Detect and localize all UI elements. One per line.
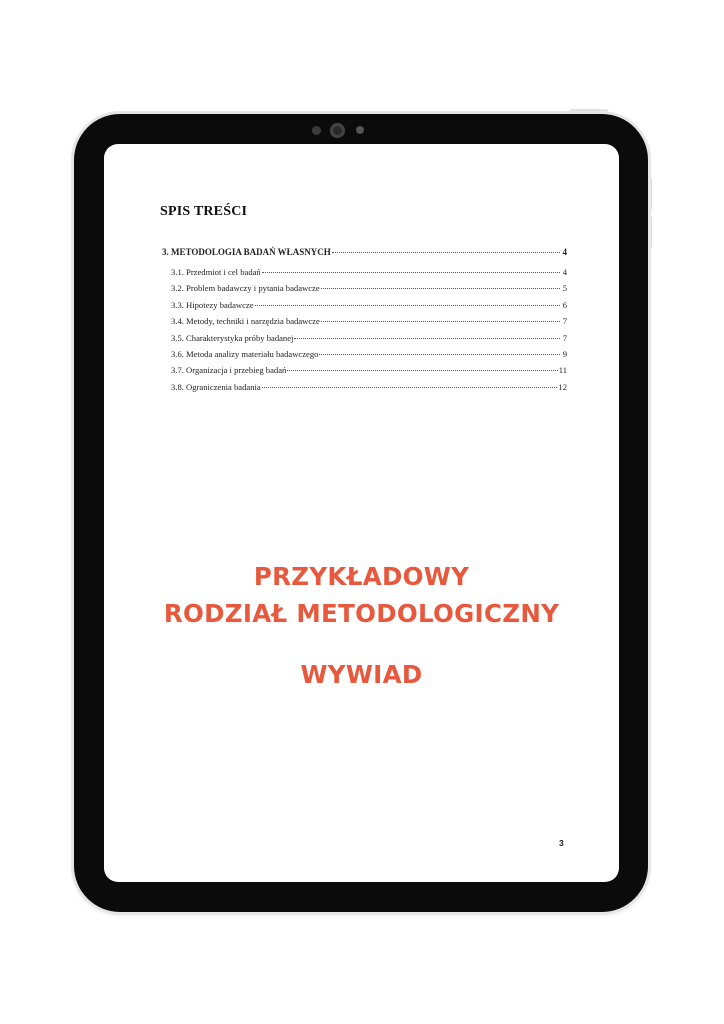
sensor-icon (312, 126, 321, 135)
toc-entry-label: 3.2. Problem badawczy i pytania badawcze (171, 283, 320, 294)
toc-leader (262, 387, 558, 388)
headline-line-1: PRZYKŁADOWY (253, 562, 470, 591)
tablet-screen (104, 144, 619, 882)
toc-leader (287, 370, 557, 371)
toc-entry-page: 4 (562, 267, 567, 277)
toc-entry-page: 5 (562, 283, 567, 294)
toc-entry[interactable] (162, 283, 567, 299)
toc-entry-label: 3.8. Ograniczenia badania (171, 381, 261, 392)
toc-title: SPIS TREŚCI (160, 204, 248, 219)
tablet-frame (74, 114, 648, 912)
toc-entry-page: 11 (558, 365, 567, 376)
toc-entry[interactable] (162, 247, 567, 267)
toc-entry-label: 3.6. Metoda analizy materiału badawczego (171, 348, 319, 359)
toc-entry-page: 12 (558, 381, 567, 392)
toc-entry[interactable] (162, 316, 567, 332)
camera-icon (330, 123, 345, 138)
tablet-volume-down-button (648, 216, 652, 248)
table-of-contents (162, 247, 567, 398)
tablet-volume-up-button (648, 178, 652, 210)
page-number: 3 (559, 838, 564, 848)
toc-entry-label: 3. METODOLOGIA BADAŃ WŁASNYCH (162, 247, 331, 257)
toc-leader (321, 288, 560, 289)
toc-entry[interactable] (162, 365, 567, 381)
toc-entry-page: 9 (562, 348, 567, 359)
toc-entry[interactable] (162, 349, 567, 365)
toc-entry-label: 3.1. Przedmiot i cel badań (171, 267, 261, 277)
toc-entry-label: 3.4. Metody, techniki i narzędzia badawcze (171, 316, 320, 327)
toc-entry-page: 7 (562, 316, 567, 327)
toc-entry[interactable] (162, 382, 567, 398)
toc-leader (321, 321, 560, 322)
headline-line-3: WYWIAD (300, 660, 423, 689)
toc-entry[interactable] (162, 333, 567, 349)
toc-entry-page: 6 (562, 299, 567, 310)
toc-leader (332, 252, 560, 253)
toc-entry-page: 7 (562, 332, 567, 343)
toc-entry-page: 4 (562, 247, 567, 257)
toc-leader (294, 338, 560, 339)
toc-entry-label: 3.3. Hipotezy badawcze (171, 299, 254, 310)
tablet-top-button (570, 109, 608, 113)
toc-entry[interactable] (162, 267, 567, 283)
toc-entry-label: 3.7. Organizacja i przebieg badań (171, 365, 287, 376)
light-sensor-icon (356, 126, 364, 134)
toc-entry[interactable] (162, 300, 567, 316)
toc-entry-label: 3.5. Charakterystyka próby badanej (171, 332, 294, 343)
toc-leader (262, 272, 560, 273)
toc-leader (319, 354, 560, 355)
toc-leader (255, 305, 560, 306)
headline-line-2: RODZIAŁ METODOLOGICZNY (163, 599, 560, 628)
